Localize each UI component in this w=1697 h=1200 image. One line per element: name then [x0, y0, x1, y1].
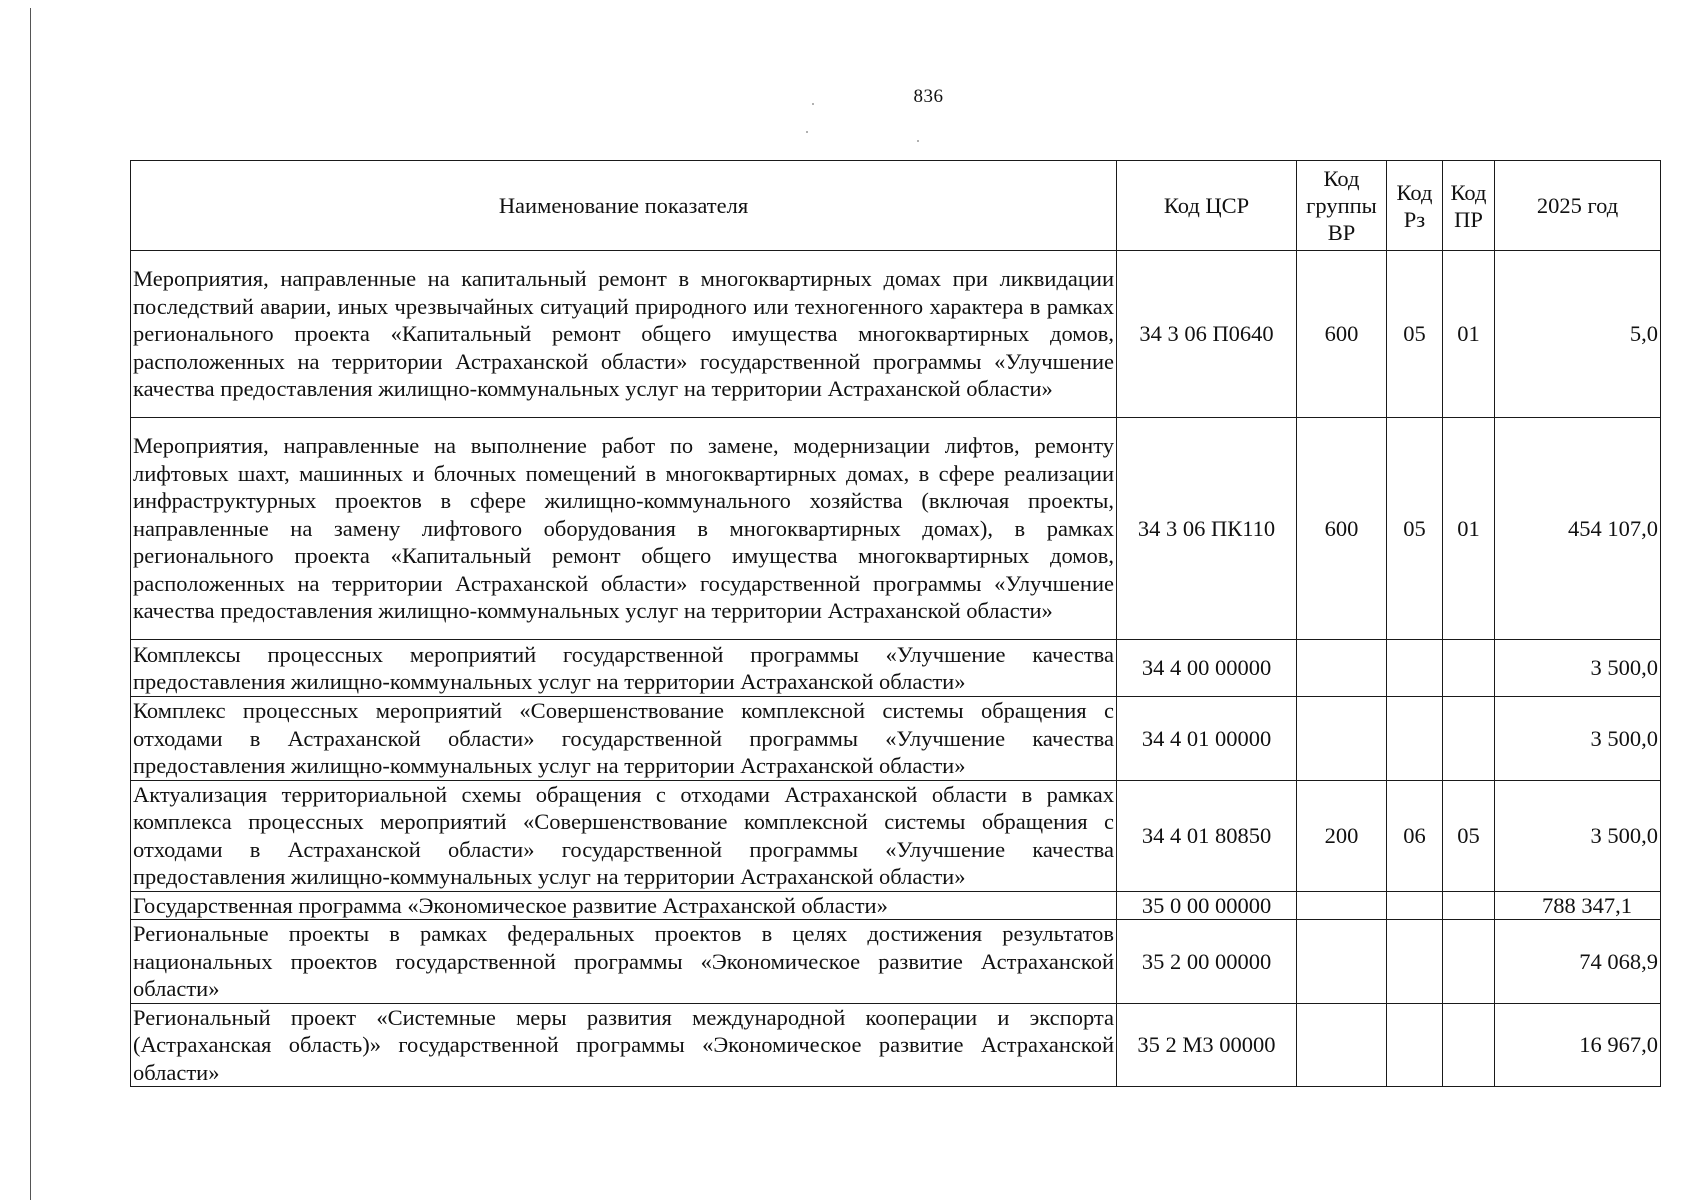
- scan-speck: [917, 140, 919, 142]
- table-row: [131, 891, 1661, 920]
- row-vr: [1297, 891, 1387, 920]
- row-vr: 600: [1297, 418, 1387, 640]
- table-row: [131, 251, 1661, 418]
- row-vr: 600: [1297, 251, 1387, 418]
- row-vr: [1297, 640, 1387, 697]
- row-amount: 3 500,0: [1495, 780, 1661, 891]
- row-name: Мероприятия, направленные на капитальный ремонт в многоквартирных домах при ликвидации последствий аварии, иных чрезвычайных ситуаций природного или техногенного характера в рамках регионального проекта «Капитальный ремонт общего имущества многоквартирных домов, расположенных на территории Астраханской области» государственной программы «Улучшение качества предоставления жилищно-коммунальных услуг на территории Астраханской области»: [131, 251, 1117, 418]
- row-csr: 35 0 00 00000: [1117, 891, 1297, 920]
- row-amount: 3 500,0: [1495, 640, 1661, 697]
- header-rz: Код Рз: [1387, 161, 1443, 251]
- header-vr: Код группы ВР: [1297, 161, 1387, 251]
- binding-margin-line: [30, 8, 31, 1200]
- row-amount: 5,0: [1495, 251, 1661, 418]
- row-rz: [1387, 640, 1443, 697]
- row-pr: [1443, 891, 1495, 920]
- row-csr: 35 2 00 00000: [1117, 920, 1297, 1004]
- row-pr: [1443, 920, 1495, 1004]
- row-vr: 200: [1297, 780, 1387, 891]
- row-amount: 74 068,9: [1495, 920, 1661, 1004]
- row-pr: [1443, 697, 1495, 781]
- row-amount: 16 967,0: [1495, 1003, 1661, 1087]
- table-row: [131, 1003, 1661, 1087]
- row-name: Региональные проекты в рамках федеральных проектов в целях достижения результатов национальных проектов государственной программы «Экономическое развитие Астраханской области»: [131, 920, 1117, 1004]
- row-name: Комплексы процессных мероприятий государственной программы «Улучшение качества предоставления жилищно-коммунальных услуг на территории Астраханской области»: [131, 640, 1117, 697]
- row-rz: [1387, 891, 1443, 920]
- row-pr: 05: [1443, 780, 1495, 891]
- table-row: [131, 418, 1661, 640]
- row-name: Региональный проект «Системные меры развития международной кооперации и экспорта (Астраханская область)» государственной программы «Экономическое развитие Астраханской области»: [131, 1003, 1117, 1087]
- row-vr: [1297, 920, 1387, 1004]
- table-row: [131, 640, 1661, 697]
- page-number-text: 836: [913, 86, 944, 107]
- row-rz: [1387, 697, 1443, 781]
- row-rz: 05: [1387, 418, 1443, 640]
- row-pr: 01: [1443, 251, 1495, 418]
- budget-table: [130, 160, 1661, 1087]
- row-pr: [1443, 1003, 1495, 1087]
- row-rz: [1387, 920, 1443, 1004]
- row-pr: [1443, 640, 1495, 697]
- row-rz: 06: [1387, 780, 1443, 891]
- row-csr: 34 4 00 00000: [1117, 640, 1297, 697]
- row-rz: [1387, 1003, 1443, 1087]
- table-header-row: [131, 161, 1661, 251]
- row-rz: 05: [1387, 251, 1443, 418]
- row-name: Мероприятия, направленные на выполнение работ по замене, модернизации лифтов, ремонту лифтовых шахт, машинных и блочных помещений в многоквартирных домах, в сфере реализации инфраструктурных проектов в сфере жилищно-коммунального хозяйства (включая проекты, направленные на замену лифтового оборудования в многоквартирных домах), в рамках регионального проекта «Капитальный ремонт общего имущества многоквартирных домов, расположенных на территории Астраханской области» государственной программы «Улучшение качества предоставления жилищно-коммунальных услуг на территории Астраханской области»: [131, 418, 1117, 640]
- page-number: [0, 86, 1697, 108]
- table-row: [131, 920, 1661, 1004]
- header-pr: Код ПР: [1443, 161, 1495, 251]
- row-amount: 454 107,0: [1495, 418, 1661, 640]
- header-csr: Код ЦСР: [1117, 161, 1297, 251]
- row-pr: 01: [1443, 418, 1495, 640]
- row-name: Государственная программа «Экономическое развитие Астраханской области»: [131, 891, 1117, 920]
- row-amount: 788 347,1: [1495, 891, 1661, 920]
- scan-speck: [806, 131, 808, 133]
- table-row: [131, 697, 1661, 781]
- row-amount: 3 500,0: [1495, 697, 1661, 781]
- row-name: Комплекс процессных мероприятий «Совершенствование комплексной системы обращения с отходами в Астраханской области» государственной программы «Улучшение качества предоставления жилищно-коммунальных услуг на территории Астраханской области»: [131, 697, 1117, 781]
- row-csr: 35 2 М3 00000: [1117, 1003, 1297, 1087]
- row-csr: 34 3 06 П0640: [1117, 251, 1297, 418]
- row-name: Актуализация территориальной схемы обращения с отходами Астраханской области в рамках комплекса процессных мероприятий «Совершенствование комплексной системы обращения с отходами в Астраханской области» государственной программы «Улучшение качества предоставления жилищно-коммунальных услуг на территории Астраханской области»: [131, 780, 1117, 891]
- table-row: [131, 780, 1661, 891]
- row-vr: [1297, 697, 1387, 781]
- row-csr: 34 4 01 80850: [1117, 780, 1297, 891]
- row-csr: 34 4 01 00000: [1117, 697, 1297, 781]
- header-name: Наименование показателя: [131, 161, 1117, 251]
- scan-speck: [812, 103, 814, 105]
- row-vr: [1297, 1003, 1387, 1087]
- row-csr: 34 3 06 ПК110: [1117, 418, 1297, 640]
- header-year: 2025 год: [1495, 161, 1661, 251]
